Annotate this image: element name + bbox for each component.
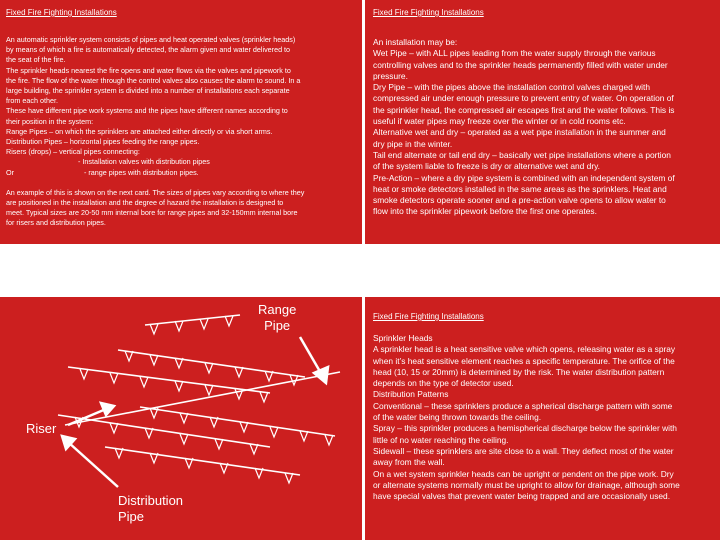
body-line: A sprinkler head is a heat sensitive valve which opens, releasing water as a spray	[373, 344, 676, 355]
riser-arrowhead	[101, 403, 114, 415]
distribution-arrow	[68, 442, 118, 487]
body-line: An automatic sprinkler system consists of pipes and heat operated valves (sprinkler heads)	[6, 35, 296, 44]
body-line: by means of which a fire is automatically detected, the alarm given and water delivered to	[6, 45, 291, 55]
body-line: flow into the sprinkler pipework before the first one operates.	[373, 206, 597, 217]
slide-4-body	[373, 333, 712, 502]
range-pipe	[68, 367, 270, 393]
body-line: Tail end alternate or tail end dry – basically wet pipe installations where a portion	[373, 149, 671, 160]
body-line: On a wet system sprinkler heads can be upright or pendent on the pipe work. Dry	[373, 468, 674, 479]
body-line: when it’s heat sensitive element reaches a specific temperature. The orifice of the	[373, 355, 675, 366]
body-line: Sprinkler Heads	[373, 333, 433, 343]
body-line: Distribution Pipes – horizontal pipes feeding the range pipes.	[6, 137, 200, 147]
slide-4-panel	[365, 297, 720, 540]
body-line: away from the wall.	[373, 457, 445, 468]
body-line: depends on the type of detector used.	[373, 378, 514, 389]
body-line: are positioned in the installation and the degree of hazard the installation is designed to	[6, 198, 284, 208]
body-line: or alternate systems normally must be upright to allow for drainage, although some	[373, 479, 680, 490]
body-line: useful if water pipes may freeze over the winter or in cold rooms etc.	[373, 116, 626, 127]
or-line	[6, 168, 356, 178]
body-line: Pre-Action – where a dry pipe system is combined with an independent system of	[373, 172, 675, 183]
body-line: An example of this is shown on the next card. The sizes of pipes vary according to where they	[6, 187, 305, 197]
body-line: large building, the sprinkler system is divided into a number of installations each separate	[6, 86, 290, 96]
body-line: smoke detectors operate sooner and a pre-action valve opens to allow water to	[373, 195, 666, 206]
range-arrow	[300, 337, 322, 375]
body-line: of the system liable to freeze is dry or alternative wet and dry.	[373, 161, 601, 172]
body-line: the fire. The flow of the water through the control valves also causes the alarm to sound. In a	[6, 75, 301, 85]
body-line: from each other.	[6, 96, 58, 106]
body-line: Conventional – these sprinklers produce a spherical discharge pattern with some	[373, 400, 673, 411]
slide-2-panel	[365, 0, 720, 244]
range-arrowhead	[314, 367, 328, 383]
slide-1-body	[6, 35, 356, 229]
body-line: The sprinkler heads nearest the fire opens and water flows via the valves and pipework to	[6, 65, 291, 75]
body-line: have special valves that prevent water being trapped and are occasionally used.	[373, 491, 671, 502]
body-line: Distribution Patterns	[373, 389, 449, 400]
body-line: dry pipe in the winter.	[373, 138, 453, 149]
slide-2-title: Fixed Fire Fighting Installations	[373, 8, 484, 17]
slide-2-body	[373, 37, 712, 218]
riser-label: Riser	[26, 421, 57, 436]
indent-line: - Installation valves with distribution pipes	[78, 157, 210, 167]
body-line: Alternative wet and dry – operated as a wet pipe installation in the summer and	[373, 127, 666, 138]
body-line: head (10, 15 or 20mm) is determined by the risk. The water distribution pattern	[373, 366, 665, 377]
slide-1-panel	[0, 0, 362, 244]
body-line: An installation may be:	[373, 37, 458, 47]
body-line: Risers (drops) – vertical pipes connecting:	[6, 147, 140, 157]
slide-3-panel	[0, 297, 362, 540]
body-line: Sidewall – these sprinklers are site close to a wall. They deflect most of the water	[373, 445, 674, 456]
body-line: pressure.	[373, 70, 408, 81]
body-line: These have different pipe work systems and the pipes have different names according to	[6, 106, 288, 116]
indent-line: - range pipes with distribution pipes.	[84, 167, 199, 177]
range-pipe-label: Range Pipe	[258, 302, 297, 333]
body-line: of the water being thrown towards the ceiling.	[373, 412, 542, 423]
range-pipe	[118, 350, 305, 377]
body-line: Dry Pipe – with the pipes above the installation control valves charged with	[373, 82, 650, 93]
or-label: Or	[6, 167, 14, 177]
sprinkler-heads	[75, 316, 333, 483]
body-line: their position in the system:	[6, 116, 94, 126]
slide-1-title: Fixed Fire Fighting Installations	[6, 8, 117, 17]
body-line: controlling valves and to the sprinkler heads permanently filled with water under	[373, 59, 668, 70]
body-line: little of no water reaching the ceiling.	[373, 434, 509, 445]
body-line: meet. Typical sizes are 20-50 mm internal bore for range pipes and 32-150mm internal bore	[6, 208, 298, 218]
body-line: compressed air under enough pressure to prevent entry of water. On operation of	[373, 93, 674, 104]
range-pipe	[105, 447, 300, 475]
body-line: Wet Pipe – with ALL pipes leading from the water supply through the various	[373, 48, 656, 59]
body-line: heat or smoke detectors installed in the same areas as the sprinklers. Heat and	[373, 183, 667, 194]
body-line: the sprinkler head, the compressed air escapes first and the water follows. This is	[373, 104, 675, 115]
body-line: Spray – this sprinkler produces a hemispherical discharge below the sprinkler with	[373, 423, 677, 434]
body-line: Range Pipes – on which the sprinklers are attached either directly or via short arms.	[6, 126, 273, 136]
body-line: for risers and distribution pipes.	[6, 218, 106, 228]
distribution-pipe-label: Distribution Pipe	[118, 493, 184, 524]
slide-4-title: Fixed Fire Fighting Installations	[373, 312, 484, 321]
body-line: the seat of the fire.	[6, 55, 66, 65]
